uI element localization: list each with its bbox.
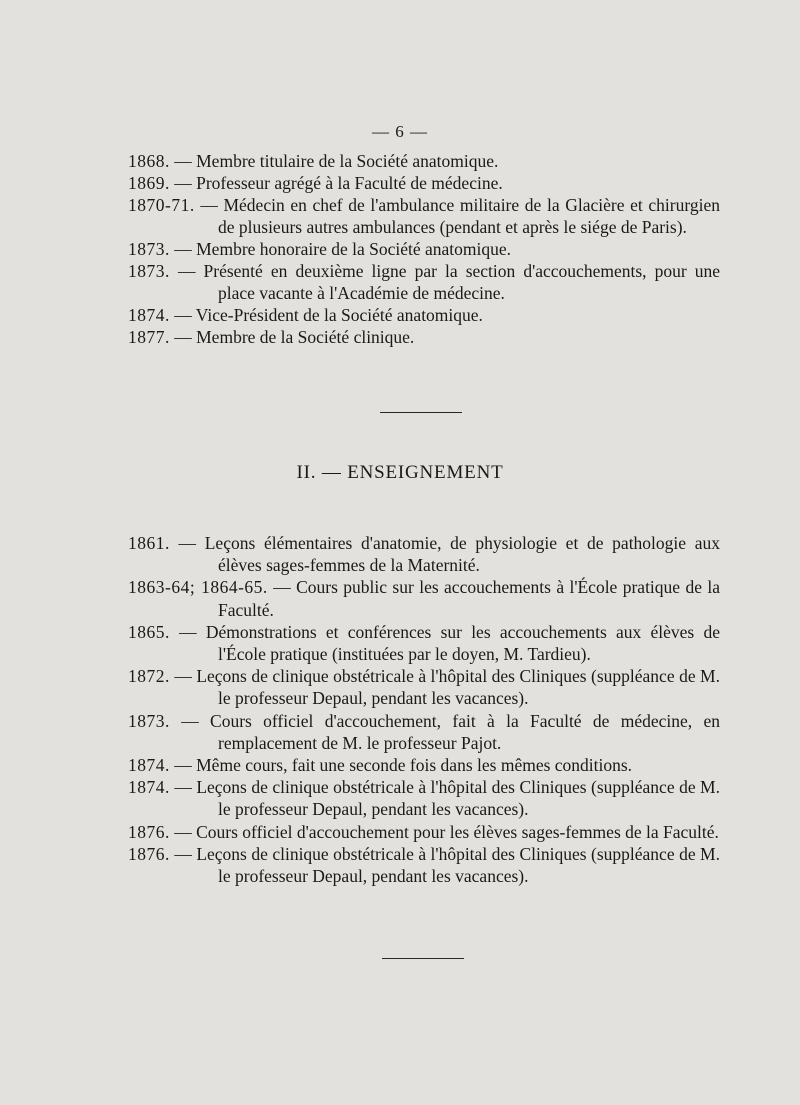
entry-date: 1873. [128,239,170,259]
career-entry [128,172,720,194]
teaching-entry [128,621,720,665]
entry-text: — Professeur agrégé à la Faculté de médecine. [169,173,503,193]
entry-date: 1876. [128,843,170,864]
teaching-entry [128,821,720,843]
section-divider-top [380,412,462,413]
career-entry [128,194,720,238]
entry-text: — Leçons de clinique obstétricale à l'hôpital des Cliniques (suppléance de M. le professeur Depaul, pendant les vacances). [169,666,720,709]
entry-text: — Leçons de clinique obstétricale à l'hôpital des Cliniques (suppléance de M. le professeur Depaul, pendant les vacances). [169,777,720,820]
entry-date: 1861. [128,533,170,553]
entry-text: — Membre de la Société clinique. [169,327,415,347]
career-entry [128,150,720,172]
entry-text: — Membre honoraire de la Société anatomique. [169,239,512,259]
entry-date: 1870-71. [128,195,195,215]
teaching-entry [128,776,720,820]
teaching-entry [128,754,720,776]
entry-text: — Cours officiel d'accouchement, fait à la Faculté de médecine, en remplacement de M. le professeur Pajot. [169,710,720,753]
entry-text: — Présenté en deuxième ligne par la section d'accouchements, pour une place vacante à l'Académie de médecine. [169,261,720,303]
career-entry [128,238,720,260]
teaching-entries-list [128,532,720,887]
entry-date: 1874. [128,755,170,776]
entry-date: 1876. [128,821,170,842]
entry-text: — Même cours, fait une seconde fois dans les mêmes conditions. [169,755,633,776]
teaching-entry [128,710,720,754]
section-divider-bottom [382,958,464,959]
entry-date: 1863-64; 1864-65. [128,577,268,598]
entry-date: 1873. [128,710,170,731]
entry-date: 1874. [128,305,170,325]
teaching-entry [128,665,720,709]
entry-date: 1873. [128,261,170,281]
career-entries-list [128,150,720,348]
teaching-entry [128,532,720,576]
entry-text: — Médecin en chef de l'ambulance militaire de la Glacière et chirurgien de plusieurs autres ambulances (pendant et après le siége de Paris). [194,195,720,237]
entry-text: — Vice-Président de la Société anatomique. [169,305,483,325]
page-number: — 6 — [372,122,428,141]
career-entry [128,326,720,348]
teaching-entry [128,843,720,887]
entry-date: 1874. [128,777,170,798]
teaching-entry [128,576,720,620]
section-title: II. — ENSEIGNEMENT [296,462,504,483]
entry-date: 1865. [128,621,170,642]
entry-text: — Membre titulaire de la Société anatomique. [169,151,499,171]
career-entry [128,260,720,304]
entry-date: 1872. [128,666,170,687]
entry-text: — Cours officiel d'accouchement pour les élèves sages-femmes de la Faculté. [169,821,719,842]
entry-text: — Cours public sur les accouchements à l'École pratique de la Faculté. [218,577,720,620]
entry-date: 1869. [128,173,170,193]
entry-text: — Leçons de clinique obstétricale à l'hôpital des Cliniques (suppléance de M. le professeur Depaul, pendant les vacances). [169,843,720,887]
entry-date: 1877. [128,327,170,347]
entry-text: — Démonstrations et conférences sur les accouchements aux élèves de l'École pratique (instituées par le doyen, M. Tardieu). [169,621,720,665]
entry-date: 1868. [128,151,170,171]
career-entry [128,304,720,326]
entry-text: — Leçons élémentaires d'anatomie, de physiologie et de pathologie aux élèves sages-femmes de la Maternité. [169,533,720,576]
